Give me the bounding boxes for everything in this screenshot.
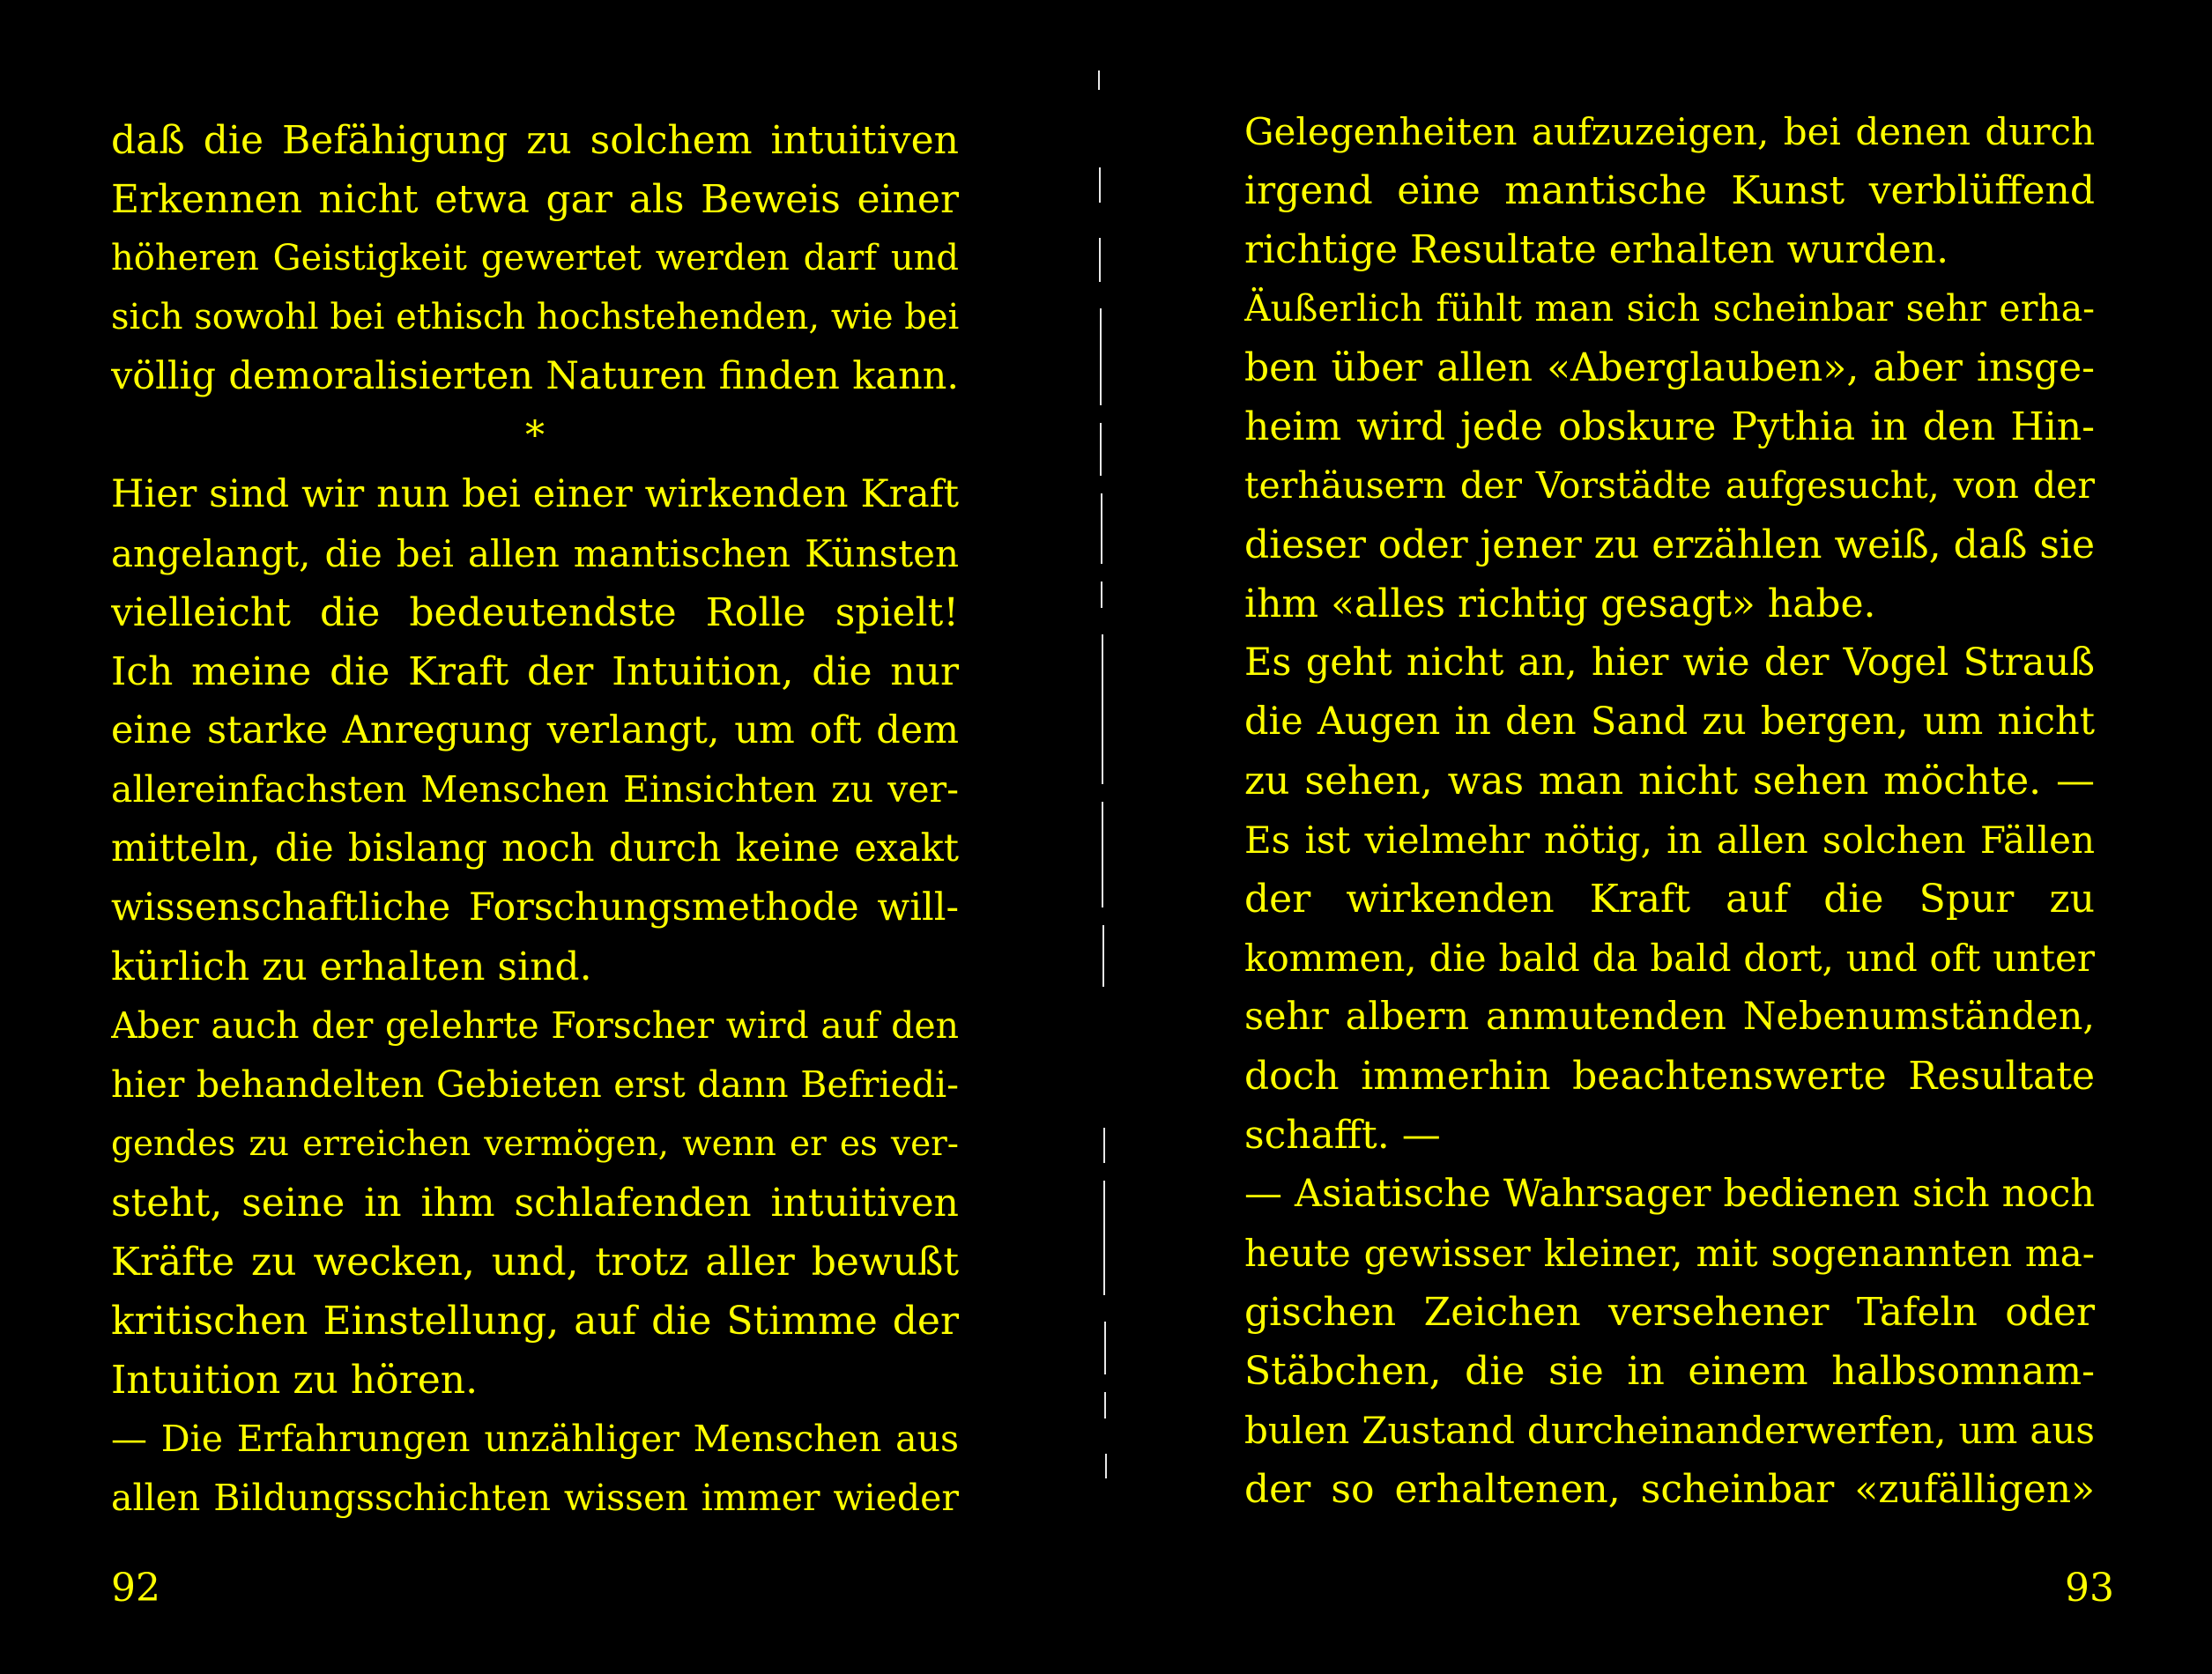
text-line: sehr albern anmutenden Nebenumständen, — [1244, 995, 2095, 1039]
text-line: Es geht nicht an, hier wie der Vogel Strauß — [1244, 641, 2095, 685]
text-line: terhäusern der Vorstädte aufgesucht, von der — [1244, 464, 2095, 507]
text-line: angelangt, die bei allen mantischen Künsten — [111, 532, 959, 575]
text-line: zu sehen, was man nicht sehen möchte. — — [1244, 759, 2095, 804]
text-line: der wirkenden Kraft auf die Spur zu — [1244, 877, 2095, 922]
text-line: völlig demoralisierten Naturen finden kann. — [111, 354, 959, 398]
text-line: kommen, die bald da bald dort, und oft unter — [1244, 937, 2095, 980]
text-line: gischen Zeichen versehener Tafeln oder — [1244, 1290, 2095, 1335]
text-line: sich sowohl bei ethisch hochstehenden, wie bei — [111, 297, 959, 337]
text-line: doch immerhin beachtenswerte Resultate — [1244, 1054, 2095, 1099]
text-line: kürlich zu erhalten sind. — [111, 944, 592, 989]
text-line: Aber auch der gelehrte Forscher wird auf den — [111, 1004, 959, 1047]
text-line: eine starke Anregung verlangt, um oft dem — [111, 708, 959, 752]
gutter-mark — [1105, 1454, 1107, 1478]
right-page — [1110, 0, 2212, 1674]
gutter-mark — [1100, 423, 1102, 476]
gutter-mark — [1102, 802, 1103, 907]
text-line: Hier sind wir nun bei einer wirkenden Kraft — [111, 472, 959, 516]
page-number-left: 92 — [111, 1566, 160, 1611]
text-line: höheren Geistigkeit gewertet werden darf und — [111, 238, 959, 278]
text-line: ihm «alles richtig gesagt» habe. — [1244, 581, 1876, 626]
left-page-text — [111, 111, 959, 1528]
text-line: hier behandelten Gebieten erst dann Befriedi- — [111, 1063, 959, 1106]
gutter-mark — [1104, 1392, 1106, 1418]
gutter-mark — [1101, 581, 1102, 608]
text-line: schafft. — — [1244, 1113, 1441, 1158]
gutter-mark — [1103, 1128, 1105, 1163]
text-line: Erkennen nicht etwa gar als Beweis einer — [111, 177, 959, 222]
gutter-mark — [1100, 308, 1102, 405]
text-line: allereinfachsten Menschen Einsichten zu ver- — [111, 768, 959, 811]
text-line: Es ist vielmehr nötig, in allen solchen Fällen — [1244, 818, 2095, 862]
gutter-mark — [1099, 238, 1101, 282]
gutter-mark — [1103, 1181, 1105, 1295]
page-number-right: 93 — [2065, 1566, 2114, 1611]
gutter-mark — [1104, 1322, 1106, 1374]
left-page — [0, 0, 1102, 1674]
text-line: Stäbchen, die sie in einem halbsomnam- — [1244, 1349, 2095, 1394]
text-line: allen Bildungsschichten wissen immer wieder — [111, 1477, 959, 1519]
text-line: bulen Zustand durcheinanderwerfen, um aus — [1244, 1409, 2095, 1452]
text-line: gendes zu erreichen vermögen, wenn er es ver- — [111, 1124, 959, 1164]
text-line: steht, seine in ihm schlafenden intuitiven — [111, 1181, 959, 1226]
text-line: — Asiatische Wahrsager bedienen sich noch — [1244, 1172, 2095, 1216]
section-divider-asterisk: * — [525, 413, 545, 458]
right-page-text — [1244, 102, 2095, 1519]
text-line: irgend eine mantische Kunst verblüffend — [1244, 168, 2095, 213]
text-line: Intuition zu hören. — [111, 1358, 479, 1403]
text-line: vielleicht die bedeutendste Rolle spielt! — [111, 590, 959, 635]
text-line: ben über allen «Aberglauben», aber insge- — [1244, 345, 2095, 390]
text-line: mitteln, die bislang noch durch keine exakt — [111, 826, 959, 870]
text-line: — Die Erfahrungen unzähliger Menschen aus — [111, 1418, 959, 1460]
text-line: Ich meine die Kraft der Intuition, die nur — [111, 649, 959, 694]
gutter-mark — [1102, 634, 1103, 784]
text-line: wissenschaftliche Forschungsmethode will- — [111, 885, 959, 930]
text-line: der so erhaltenen, scheinbar «zufälligen» — [1244, 1467, 2095, 1512]
text-line: Kräfte zu wecken, und, trotz aller bewußt — [111, 1240, 959, 1285]
gutter-mark — [1102, 925, 1104, 987]
text-line: heim wird jede obskure Pythia in den Hin- — [1244, 404, 2095, 449]
text-line: kritischen Einstellung, auf die Stimme der — [111, 1299, 959, 1344]
text-line: Gelegenheiten aufzuzeigen, bei denen durch — [1244, 110, 2095, 153]
text-line: daß die Befähigung zu solchem intuitiven — [111, 118, 959, 163]
text-line: die Augen in den Sand zu bergen, um nicht — [1244, 700, 2095, 744]
gutter-mark — [1098, 70, 1100, 90]
text-line: heute gewisser kleiner, mit sogenannten ma- — [1244, 1232, 2095, 1275]
text-line: Äußerlich fühlt man sich scheinbar sehr erha- — [1244, 287, 2095, 330]
gutter-mark — [1099, 167, 1101, 203]
text-line: dieser oder jener zu erzählen weiß, daß sie — [1244, 522, 2095, 567]
gutter-mark — [1101, 493, 1102, 564]
text-line: richtige Resultate erhalten wurden. — [1244, 227, 1949, 272]
